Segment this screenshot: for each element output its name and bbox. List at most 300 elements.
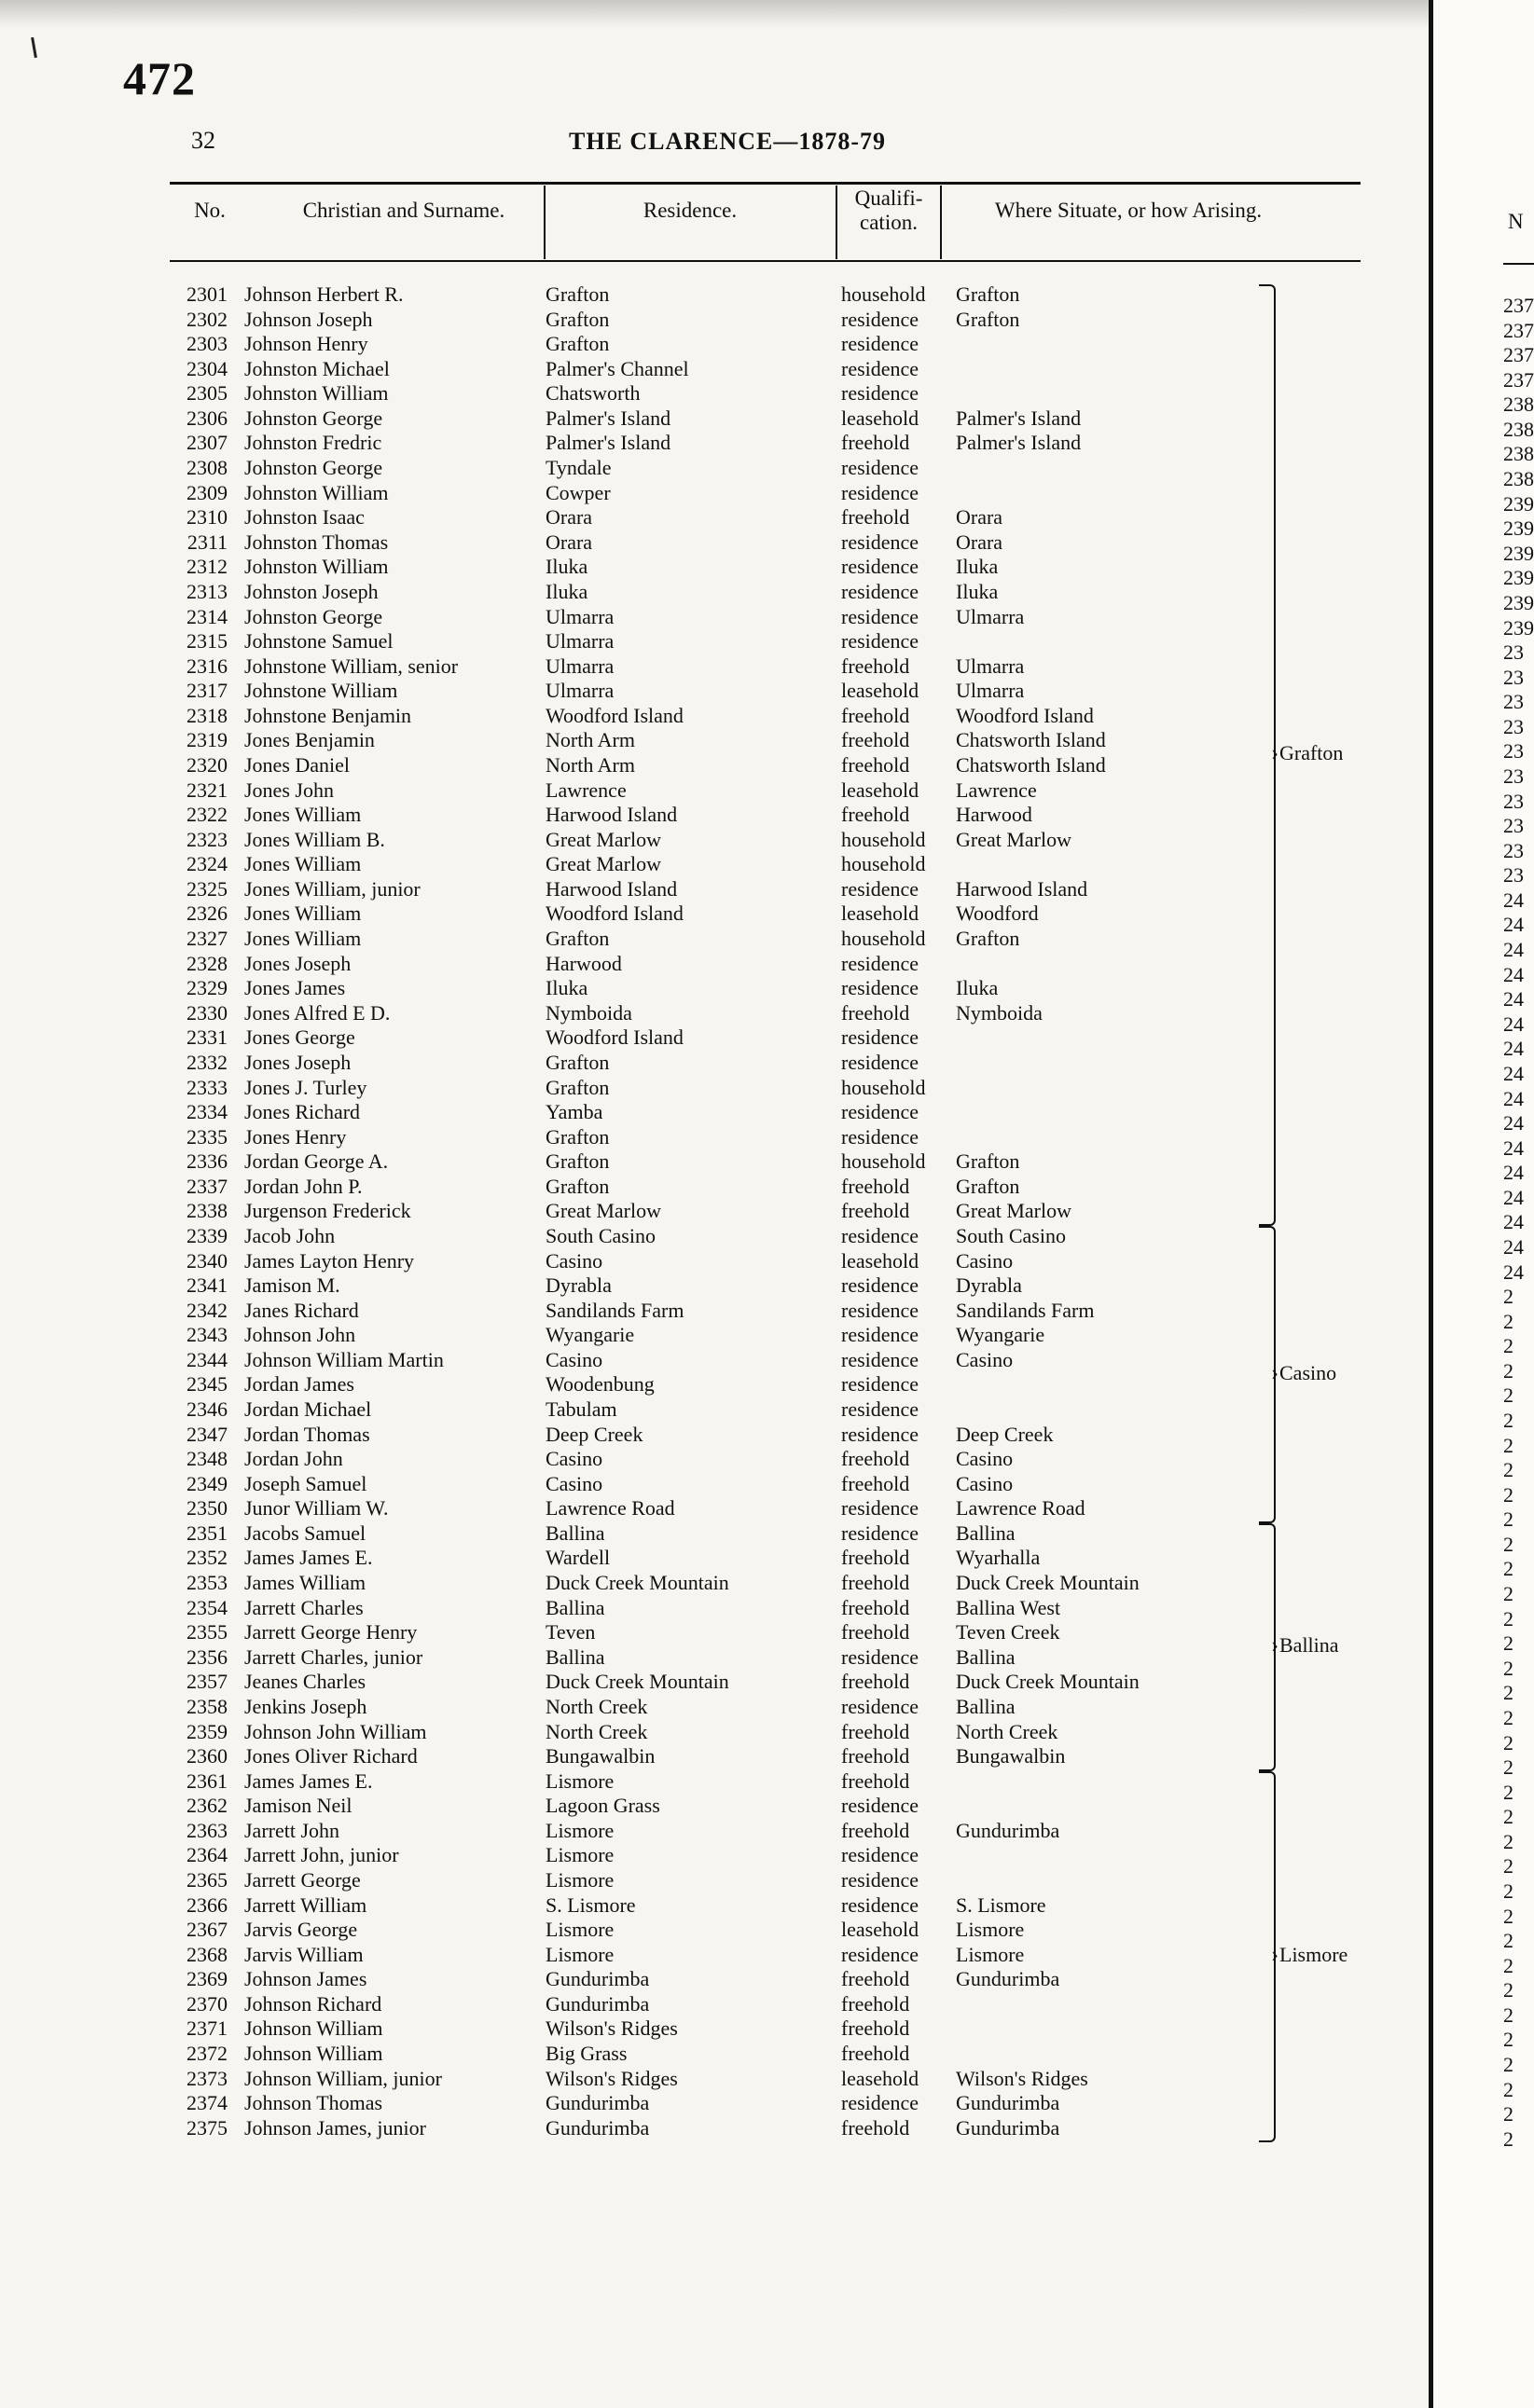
where-situate: Ballina West (956, 1595, 1061, 1619)
qualification: residence (841, 1794, 919, 1818)
facing-page-number: 2 (1503, 1309, 1513, 1333)
table-row (0, 2067, 1417, 2092)
elector-name: Jones William (244, 852, 362, 876)
col-header-where: Where Situate, or how Arising. (994, 199, 1263, 222)
entry-number: 2359 (187, 1719, 228, 1743)
residence: Iluka (546, 976, 588, 1000)
entry-number: 2316 (187, 654, 228, 678)
facing-page-number: 2 (1503, 1334, 1513, 1358)
qualification: residence (841, 307, 919, 331)
elector-name: Jacobs Samuel (244, 1520, 366, 1545)
elector-name: Jones William (244, 901, 362, 926)
residence: Wilson's Ridges (546, 2066, 678, 2090)
facing-page-number: 24 (1503, 888, 1524, 912)
residence: North Creek (546, 1719, 648, 1743)
where-situate: Casino (956, 1248, 1014, 1273)
where-situate: Chatsworth Island (956, 752, 1106, 777)
qualification: freehold (841, 2042, 910, 2066)
where-situate: North Creek (956, 1719, 1058, 1743)
elector-name: Jarrett William (244, 1892, 367, 1917)
entry-number: 2335 (187, 1124, 228, 1149)
entry-number: 2319 (187, 728, 228, 752)
elector-name: Johnston Fredric (244, 431, 382, 455)
where-situate: Casino (956, 1347, 1014, 1371)
entry-number: 2353 (187, 1571, 228, 1595)
where-situate: Lismore (956, 1918, 1025, 1942)
residence: Wyangarie (546, 1323, 635, 1347)
elector-name: James James E. (244, 1546, 373, 1570)
where-situate: Gundurimba (956, 2091, 1060, 2115)
residence: Great Marlow (546, 852, 662, 876)
residence: Wilson's Ridges (546, 2016, 678, 2041)
entry-number: 2312 (187, 555, 228, 579)
facing-page-number: 238 (1503, 392, 1534, 417)
residence: Gundurimba (546, 2091, 650, 2115)
table-row (0, 803, 1417, 828)
elector-name: Jenkins Joseph (244, 1694, 367, 1718)
entry-number: 2333 (187, 1075, 228, 1099)
qualification: residence (841, 976, 919, 1000)
residence: Dyrabla (546, 1273, 612, 1298)
facing-page-number: 2 (1503, 1805, 1513, 1829)
table-row (0, 1348, 1417, 1373)
elector-name: Jarrett Charles, junior (244, 1644, 423, 1669)
qualification: residence (841, 1273, 919, 1298)
table-row (0, 1893, 1417, 1919)
qualification: household (841, 1149, 926, 1174)
entry-number: 2313 (187, 579, 228, 603)
residence: Grafton (546, 1124, 610, 1149)
table-row (0, 704, 1417, 729)
residence: Duck Creek Mountain (546, 1670, 729, 1694)
facing-page-number: 24 (1503, 987, 1524, 1011)
elector-name: Jones J. Turley (244, 1075, 367, 1099)
facing-page-number: 237 (1503, 318, 1534, 342)
entry-number: 2352 (187, 1546, 228, 1570)
elector-name: Jones Joseph (244, 951, 352, 975)
elector-name: Jordan James (244, 1372, 354, 1397)
table-row (0, 1199, 1417, 1224)
facing-page-number: 2 (1503, 1285, 1513, 1309)
qualification: freehold (841, 803, 910, 827)
entry-number: 2309 (187, 480, 228, 504)
residence: Casino (546, 1347, 603, 1371)
residence: Casino (546, 1447, 603, 1471)
where-situate: Ulmarra (956, 679, 1025, 703)
facing-page-number: 2 (1503, 1631, 1513, 1656)
residence: Chatsworth (546, 381, 641, 406)
facing-page-number: 2 (1503, 1606, 1513, 1631)
header-rule-top (170, 182, 1361, 185)
facing-page-number: 24 (1503, 1111, 1524, 1135)
entry-number: 2302 (187, 307, 228, 331)
elector-name: Johnson William (244, 2042, 383, 2066)
table-row (0, 605, 1417, 630)
qualification: freehold (841, 728, 910, 752)
qualification: residence (841, 951, 919, 975)
entry-number: 2308 (187, 456, 228, 480)
qualification: residence (841, 1694, 919, 1718)
where-situate: Great Marlow (956, 827, 1072, 851)
elector-name: Jacob John (244, 1223, 336, 1247)
facing-page-number: 2 (1503, 1978, 1513, 2002)
facing-page-number: 2 (1503, 1433, 1513, 1457)
where-situate: Grafton (956, 927, 1020, 951)
elector-name: Jarrett Charles (244, 1595, 364, 1619)
where-situate: Iluka (956, 555, 999, 579)
entry-number: 2358 (187, 1694, 228, 1718)
facing-page-number: 23 (1503, 690, 1524, 714)
facing-page-number: 23 (1503, 764, 1524, 788)
where-situate: Grafton (956, 1174, 1020, 1198)
qualification: freehold (841, 752, 910, 777)
facing-page-number: 24 (1503, 1210, 1524, 1234)
qualification: residence (841, 530, 919, 554)
elector-name: Jones William B. (244, 827, 385, 851)
entry-number: 2341 (187, 1273, 228, 1298)
facing-page-number: 24 (1503, 1185, 1524, 1209)
qualification: residence (841, 876, 919, 901)
entry-number: 2314 (187, 604, 228, 628)
facing-page-number: 237 (1503, 294, 1534, 317)
col-header-name: Christian and Surname. (302, 199, 505, 222)
residence: Great Marlow (546, 827, 662, 851)
qualification: freehold (841, 1620, 910, 1644)
elector-name: James Layton Henry (244, 1248, 415, 1273)
elector-name: Jarrett John (244, 1818, 340, 1842)
entry-number: 2369 (187, 1967, 228, 1991)
elector-name: James William (244, 1571, 366, 1595)
facing-page-number: 2 (1503, 2002, 1513, 2027)
facing-page-number: 2 (1503, 1829, 1513, 1853)
facing-page-number: 2 (1503, 1582, 1513, 1606)
residence: Grafton (546, 1075, 610, 1099)
table-row (0, 1819, 1417, 1844)
residence: Duck Creek Mountain (546, 1571, 729, 1595)
where-situate: Gundurimba (956, 1818, 1060, 1842)
where-situate: S. Lismore (956, 1892, 1046, 1917)
elector-name: Johnson Henry (244, 332, 368, 356)
residence: Lismore (546, 1818, 615, 1842)
elector-name: Jones Alfred E D. (244, 1000, 391, 1025)
qualification: residence (841, 1323, 919, 1347)
entry-number: 2334 (187, 1100, 228, 1124)
facing-page-number: 2 (1503, 1879, 1513, 1903)
where-situate: Ballina (956, 1694, 1016, 1718)
facing-page-rule (1503, 263, 1534, 265)
elector-name: Jarvis George (244, 1918, 358, 1942)
qualification: leasehold (841, 1918, 919, 1942)
elector-name: Jordan John (244, 1447, 343, 1471)
residence: Wardell (546, 1546, 611, 1570)
entry-number: 2351 (187, 1520, 228, 1545)
where-situate: Iluka (956, 976, 999, 1000)
qualification: residence (841, 604, 919, 628)
qualification: freehold (841, 1571, 910, 1595)
residence: Woodford Island (546, 1025, 684, 1050)
facing-page-number: 23 (1503, 838, 1524, 862)
elector-name: Jeanes Charles (244, 1670, 366, 1694)
qualification: residence (841, 1372, 919, 1397)
residence: Lismore (546, 1868, 615, 1892)
entry-number: 2304 (187, 356, 228, 380)
entry-number: 2361 (187, 1768, 228, 1793)
elector-name: Jarrett George (244, 1868, 361, 1892)
elector-name: Johnston William (244, 381, 389, 406)
table-row (0, 952, 1417, 977)
qualification: residence (841, 381, 919, 406)
table-row (0, 1645, 1417, 1671)
table-row (0, 1496, 1417, 1521)
facing-page-number: 24 (1503, 1135, 1524, 1160)
qualification: residence (841, 1223, 919, 1247)
elector-name: Johnston George (244, 456, 383, 480)
facing-page-number: 2 (1503, 1730, 1513, 1754)
facing-page-number: 2 (1503, 1780, 1513, 1804)
facing-page-number: 2 (1503, 1557, 1513, 1581)
qualification: freehold (841, 1744, 910, 1768)
table-row (0, 654, 1417, 680)
entry-number: 2310 (187, 505, 228, 530)
where-situate: Casino (956, 1447, 1014, 1471)
facing-page-number: 2 (1503, 1383, 1513, 1408)
where-situate: Orara (956, 530, 1003, 554)
qualification: residence (841, 1397, 919, 1422)
qualification: freehold (841, 1199, 910, 1223)
facing-page-number: 23 (1503, 640, 1524, 665)
elector-name: Jones Benjamin (244, 728, 375, 752)
qualification: residence (841, 629, 919, 654)
table-row (0, 1620, 1417, 1645)
elector-name: Janes Richard (244, 1298, 359, 1322)
table-row (0, 828, 1417, 853)
where-situate: Duck Creek Mountain (956, 1571, 1140, 1595)
facing-page-number: 238 (1503, 467, 1534, 491)
elector-name: Jones William (244, 927, 362, 951)
table-row (0, 1670, 1417, 1695)
table-row (0, 555, 1417, 580)
qualification: leasehold (841, 679, 919, 703)
facing-page-number: 23 (1503, 739, 1524, 764)
where-situate: Orara (956, 505, 1003, 530)
where-situate: Gundurimba (956, 1967, 1060, 1991)
elector-name: Johnston William (244, 480, 389, 504)
facing-page-number: 237 (1503, 367, 1534, 392)
elector-name: James James E. (244, 1768, 373, 1793)
facing-page-number: 238 (1503, 417, 1534, 441)
elector-name: Jarrett John, junior (244, 1843, 399, 1867)
qualification: household (841, 1075, 926, 1099)
col-header-no: No. (194, 199, 226, 222)
entry-number: 2365 (187, 1868, 228, 1892)
elector-name: Jones James (244, 976, 346, 1000)
where-situate: Harwood Island (956, 876, 1088, 901)
table-row (0, 679, 1417, 704)
entry-number: 2340 (187, 1248, 228, 1273)
elector-name: Jamison Neil (244, 1794, 352, 1818)
entry-number: 2350 (187, 1496, 228, 1520)
qualification: household (841, 827, 926, 851)
where-situate: Ulmarra (956, 604, 1025, 628)
residence: Lismore (546, 1918, 615, 1942)
table-row (0, 431, 1417, 456)
qualification: residence (841, 1942, 919, 1966)
table-row (0, 1720, 1417, 1745)
residence: Gundurimba (546, 1991, 650, 2016)
facing-page-number: 24 (1503, 1011, 1524, 1036)
entry-number: 2346 (187, 1397, 228, 1422)
elector-name: Johnstone William (244, 679, 398, 703)
where-situate: Woodford Island (956, 703, 1094, 727)
residence: Ulmarra (546, 604, 615, 628)
qualification: residence (841, 1520, 919, 1545)
residence: Grafton (546, 927, 610, 951)
where-situate: Grafton (956, 307, 1020, 331)
table-row (0, 1076, 1417, 1101)
where-situate: Ulmarra (956, 654, 1025, 678)
col-header-residence: Residence. (643, 199, 738, 222)
running-title: THE CLARENCE—1878-79 (569, 128, 886, 155)
entry-number: 2339 (187, 1223, 228, 1247)
elector-name: Johnson John William (244, 1719, 427, 1743)
entry-number: 2326 (187, 901, 228, 926)
residence: Harwood Island (546, 876, 678, 901)
elector-name: Jones Oliver Richard (244, 1744, 418, 1768)
polling-place-label: › Grafton (1271, 741, 1343, 766)
table-row (0, 1149, 1417, 1175)
table-row (0, 406, 1417, 432)
facing-page-number: 23 (1503, 665, 1524, 689)
where-situate: Gundurimba (956, 2115, 1060, 2140)
table-row (0, 1423, 1417, 1448)
qualification: freehold (841, 1768, 910, 1793)
qualification: freehold (841, 654, 910, 678)
residence: Sandilands Farm (546, 1298, 684, 1322)
where-situate: Duck Creek Mountain (956, 1670, 1140, 1694)
residence: Ulmarra (546, 679, 615, 703)
entry-number: 2349 (187, 1471, 228, 1495)
entry-number: 2367 (187, 1918, 228, 1942)
elector-name: Johnston Michael (244, 356, 390, 380)
entry-number: 2337 (187, 1174, 228, 1198)
facing-page-number: 23 (1503, 789, 1524, 813)
facing-page-number: 2 (1503, 1854, 1513, 1878)
facing-page-number: 2 (1503, 1409, 1513, 1433)
where-situate: Nymboida (956, 1000, 1043, 1025)
entry-number: 2372 (187, 2042, 228, 2066)
table-row (0, 1967, 1417, 1992)
entry-number: 2373 (187, 2066, 228, 2090)
elector-name: Jamison M. (244, 1273, 340, 1298)
entry-number: 2343 (187, 1323, 228, 1347)
where-situate: Wilson's Ridges (956, 2066, 1088, 2090)
facing-page-number: 23 (1503, 863, 1524, 888)
elector-name: Johnstone Samuel (244, 629, 394, 654)
facing-page-number: 2 (1503, 1755, 1513, 1780)
table-row (0, 852, 1417, 877)
entry-number: 2311 (187, 530, 228, 554)
facing-page-number: 24 (1503, 1061, 1524, 1085)
residence: Orara (546, 530, 593, 554)
qualification: leasehold (841, 1248, 919, 1273)
qualification: freehold (841, 1670, 910, 1694)
qualification: freehold (841, 1719, 910, 1743)
facing-page-number: 2 (1503, 1705, 1513, 1729)
facing-page-number: 24 (1503, 1037, 1524, 1061)
residence: Teven (546, 1620, 596, 1644)
facing-page-number: 237 (1503, 343, 1534, 367)
table-row (0, 1397, 1417, 1423)
table-row (0, 1447, 1417, 1472)
qualification: residence (841, 1298, 919, 1322)
residence: Lismore (546, 1768, 615, 1793)
table-row (0, 629, 1417, 654)
elector-name: Jarvis William (244, 1942, 364, 1966)
table-row (0, 1299, 1417, 1324)
table-row (0, 530, 1417, 556)
table-row (0, 976, 1417, 1001)
qualification: freehold (841, 505, 910, 530)
table-row (0, 308, 1417, 333)
facing-page-number: 2 (1503, 1953, 1513, 1977)
header-rule-bottom (170, 260, 1361, 262)
qualification: freehold (841, 1595, 910, 1619)
entry-number: 2331 (187, 1025, 228, 1050)
elector-name: Johnson James (244, 1967, 367, 1991)
table-row (0, 1571, 1417, 1596)
qualification: residence (841, 332, 919, 356)
residence: Lismore (546, 1942, 615, 1966)
where-situate: Lawrence Road (956, 1496, 1085, 1520)
qualification: residence (841, 1100, 919, 1124)
page-number: 32 (191, 127, 215, 154)
entry-number: 2306 (187, 406, 228, 430)
qualification: leasehold (841, 406, 919, 430)
qualification: freehold (841, 1447, 910, 1471)
table-row (0, 1323, 1417, 1348)
qualification: leasehold (841, 2066, 919, 2090)
qualification: freehold (841, 2016, 910, 2041)
elector-name: Johnston Joseph (244, 579, 379, 603)
table-row (0, 1372, 1417, 1397)
elector-name: Jordan Michael (244, 1397, 372, 1422)
residence: Woodford Island (546, 901, 684, 926)
where-situate: Lismore (956, 1942, 1025, 1966)
qualification: freehold (841, 1471, 910, 1495)
qualification: residence (841, 480, 919, 504)
elector-name: Jones Richard (244, 1100, 361, 1124)
where-situate: Grafton (956, 1149, 1020, 1174)
residence: Deep Creek (546, 1422, 643, 1446)
where-situate: Dyrabla (956, 1273, 1022, 1298)
qualification: residence (841, 1025, 919, 1050)
residence: Cowper (546, 480, 611, 504)
residence: Iluka (546, 555, 588, 579)
elector-name: Jurgenson Frederick (244, 1199, 411, 1223)
residence: North Arm (546, 752, 635, 777)
entry-number: 2345 (187, 1372, 228, 1397)
entry-number: 2322 (187, 803, 228, 827)
table-row (0, 927, 1417, 952)
residence: Bungawalbin (546, 1744, 656, 1768)
table-row (0, 901, 1417, 927)
qualification: residence (841, 1644, 919, 1669)
table-row (0, 1794, 1417, 1819)
facing-page-number: 23 (1503, 814, 1524, 838)
elector-name: Johnston Isaac (244, 505, 365, 530)
where-situate: Palmer's Island (956, 431, 1082, 455)
col-header-qualification: Qualifi- cation. (854, 186, 923, 234)
